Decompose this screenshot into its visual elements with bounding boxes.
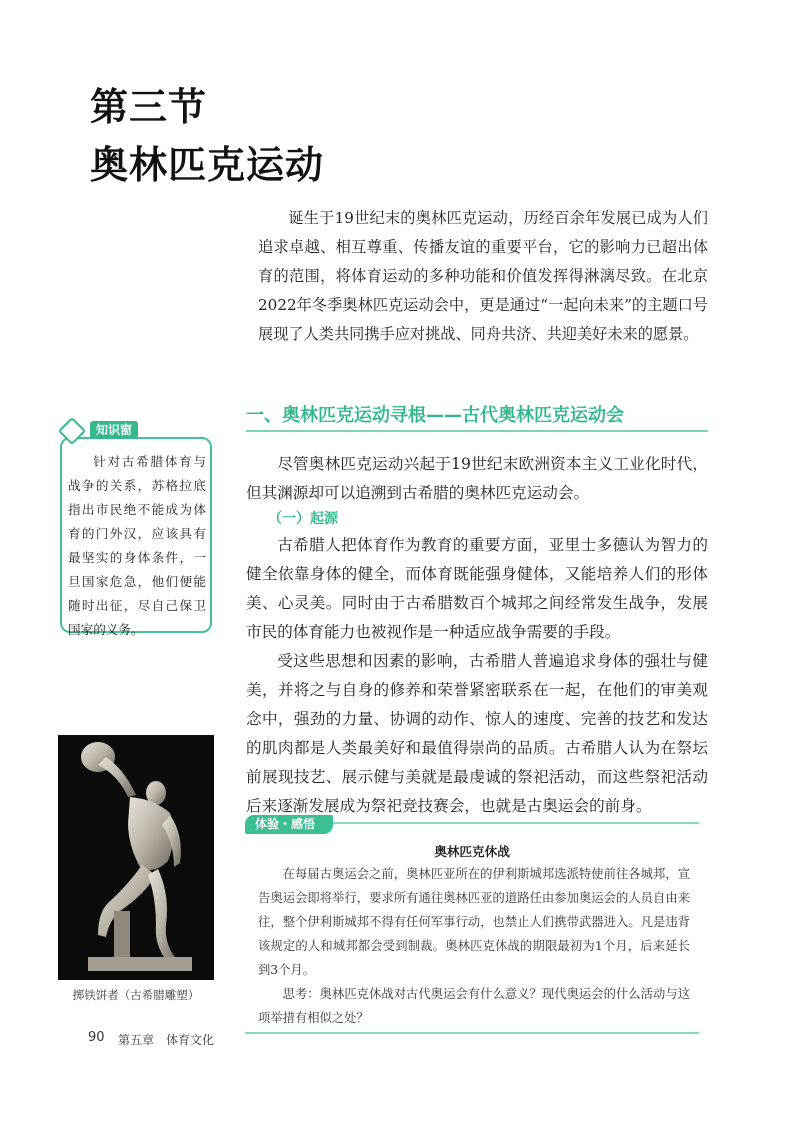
section-title [90,78,324,194]
experience-text: 在每届古奥运会之前，奥林匹亚所在的伊利斯城邦选派特使前往各城邦，宣告奥运会即将举行，要求所有通往奥林匹亚的道路任由参加奥运会的人员自由来往，整个伊利斯城邦不得有任何军事行动，也禁止人们携带武器进入。凡是违背该规定的人和城邦都会受到制裁。奥林匹克休战的期限最初为1个月，后来延长到3个月。 [258,867,690,977]
chapter-label: 第五章 体育文化 [118,1033,215,1047]
discobolus-statue-image [58,735,214,980]
experience-tab [245,815,337,834]
subheading-origin: （一）起源 [268,511,338,527]
experience-bottom-rule [245,1032,699,1034]
heading-1: 一、奥林匹克运动寻根——古代奥林匹克运动会 [246,405,624,426]
paragraph-1: 尽管奥林匹克运动兴起于19世纪末欧洲资本主义工业化时代，但其渊源却可以追溯到古希腊的奥林匹克运动会。 [246,455,708,502]
image-caption: 掷铁饼者（古希腊雕塑） [72,988,200,1002]
section-number: 第三节 [90,85,208,129]
heading-underline [246,430,708,432]
statue-illustration [58,735,214,980]
experience-top-rule [333,822,699,824]
experience-title: 奥林匹克休战 [434,844,510,859]
knowledge-window-text: 针对古希腊体育与战争的关系，苏格拉底指出市民绝不能成为体育的门外汉，应该具有最坚实的身体条件，一旦国家危急，他们便能随时出征，尽自己保卫国家的义务。 [68,454,206,637]
knowledge-window-header [60,417,160,443]
page-number: 90 [88,1030,105,1045]
experience-label: 体验・感悟 [255,817,316,831]
paragraph-3: 受这些思想和因素的影响，古希腊人普遍追求身体的强壮与健美，并将之与自身的修养和荣誉紧密联系在一起，在他们的审美观念中，强劲的力量、协调的动作、惊人的速度、完善的技艺和发达的肌肉都是人类最美好和最值得崇尚的品质。古希腊人认为在祭坛前展现技艺、展示健与美就是最虔诚的祭祀活动，而这些祭祀活动后来逐渐发展成为祭祀竞技赛会，也就是古奥运会的前身。 [246,652,708,815]
diamond-icon [58,417,86,445]
section-name: 奥林匹克运动 [90,143,325,187]
intro-paragraph: 诞生于19世纪末的奥林匹克运动，历经百余年发展已成为人们追求卓越、相互尊重、传播友谊的重要平台，它的影响力已超出体育的范围，将体育运动的多种功能和价值发挥得淋漓尽致。在北京2022年冬季奥林匹克运动会中，更是通过“一起向未来”的主题口号展现了人类共同携手应对挑战、同舟共济、共迎美好未来的愿景。 [258,209,708,343]
experience-think-question: 思考：奥林匹克休战对古代奥运会有什么意义？现代奥运会的什么活动与这项举措有相似之处？ [258,987,690,1025]
paragraph-2: 古希腊人把体育作为教育的重要方面，亚里士多德认为智力的健全依靠身体的健全，而体育既能强身健体，又能培养人们的形体美、心灵美。同时由于古希腊数百个城邦之间经常发生战争，发展市民的体育能力也被视作是一种适应战争需要的手段。 [246,536,708,641]
knowledge-window-label: 知识窗 [90,421,138,439]
